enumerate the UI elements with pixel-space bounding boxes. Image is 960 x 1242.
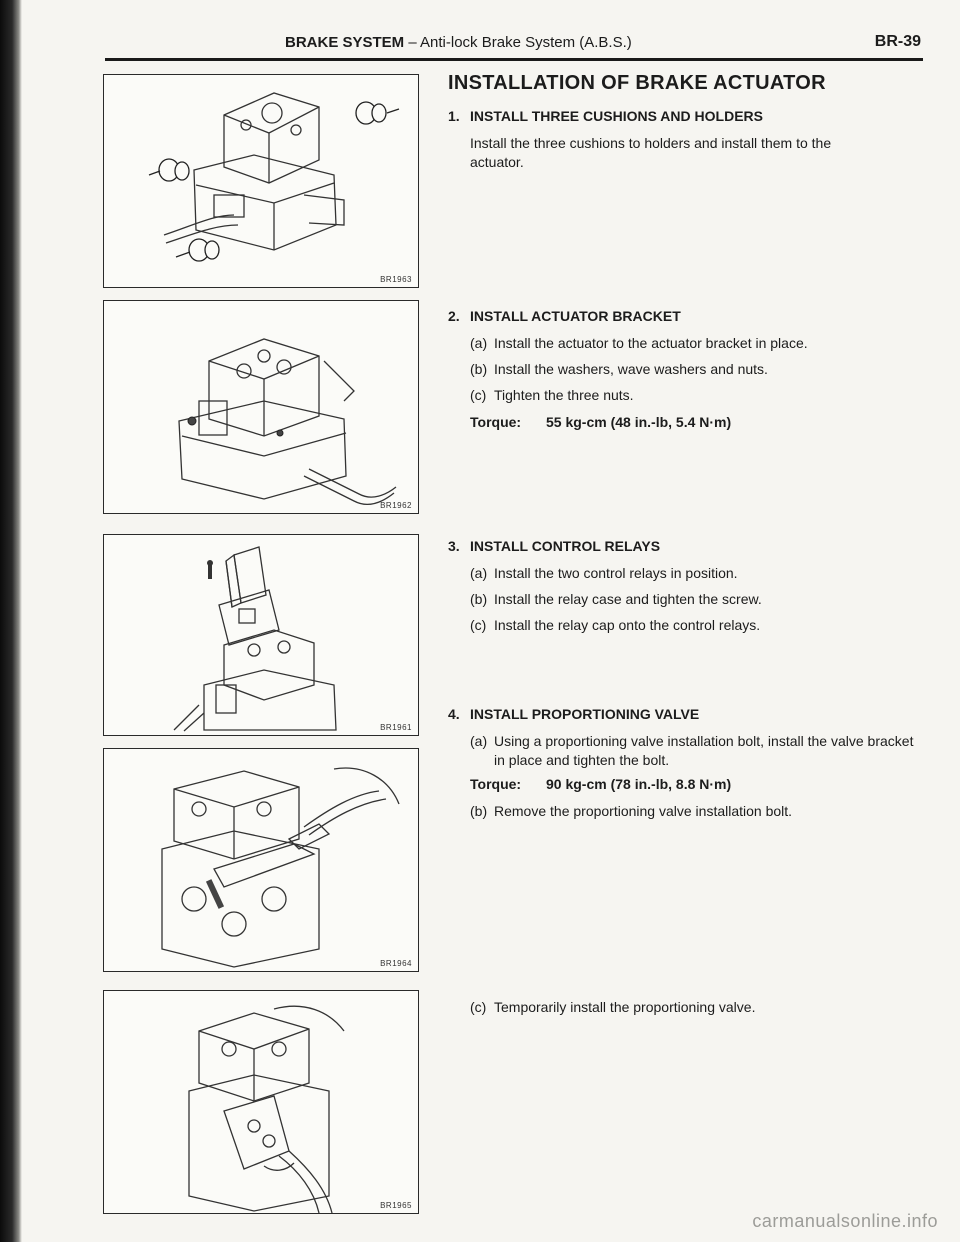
step-number: 1. xyxy=(448,108,460,124)
step-2-torque xyxy=(470,414,731,430)
figure-code: BR1961 xyxy=(380,723,412,732)
figure-actuator-bracket xyxy=(103,300,419,514)
sub-text: Remove the proportioning valve installation bolt. xyxy=(494,803,793,819)
page-number: BR-39 xyxy=(874,33,921,50)
page-title: INSTALLATION OF BRAKE ACTUATOR xyxy=(448,72,826,94)
sub-text: Install the actuator to the actuator bracket in place. xyxy=(494,335,808,351)
step-1-body-line-2: actuator. xyxy=(470,154,524,170)
sub-text: Install the relay case and tighten the screw. xyxy=(494,591,762,607)
step-3-sub-b xyxy=(470,590,930,609)
step-3-sub-c xyxy=(470,616,930,635)
sub-label: (a) xyxy=(470,565,488,581)
sub-label: (a) xyxy=(470,335,488,351)
watermark: carmanualsonline.info xyxy=(752,1211,938,1231)
figure-code: BR1965 xyxy=(380,1201,412,1210)
book-binding-edge xyxy=(0,0,22,1242)
step-number: 4. xyxy=(448,706,460,722)
figure-cushions-holders xyxy=(103,74,419,288)
sub-text: Install the two control relays in position. xyxy=(494,565,738,581)
sub-label: (b) xyxy=(470,361,488,377)
figure-code: BR1963 xyxy=(380,275,412,284)
temporary-valve-install-illustration xyxy=(104,991,418,1213)
step-4-heading xyxy=(448,706,699,722)
figure-code: BR1964 xyxy=(380,959,412,968)
control-relays-illustration xyxy=(104,535,418,735)
header-system-title xyxy=(285,34,632,51)
proportioning-valve-bracket-illustration xyxy=(104,749,418,971)
sub-text: Temporarily install the proportioning valve. xyxy=(494,999,756,1015)
torque-label: Torque: xyxy=(470,776,522,792)
sub-label: (a) xyxy=(470,733,488,749)
step-heading-text: INSTALL THREE CUSHIONS AND HOLDERS xyxy=(470,108,763,124)
step-2-sub-a xyxy=(470,334,930,353)
sub-label: (c) xyxy=(470,999,487,1015)
page-header xyxy=(105,28,923,61)
figure-proportioning-valve-temp xyxy=(103,990,419,1214)
sub-text: Tighten the three nuts. xyxy=(494,387,634,403)
sub-label: (b) xyxy=(470,591,488,607)
sub-text: Install the relay cap onto the control relays. xyxy=(494,617,761,633)
actuator-bracket-illustration xyxy=(104,301,418,513)
torque-value: 55 kg-cm (48 in.-lb, 5.4 N·m) xyxy=(546,414,732,430)
step-heading-text: INSTALL ACTUATOR BRACKET xyxy=(470,308,681,324)
figure-control-relays xyxy=(103,534,419,736)
sub-label: (c) xyxy=(470,617,487,633)
step-heading-text: INSTALL PROPORTIONING VALVE xyxy=(470,706,700,722)
step-4-sub-c xyxy=(470,998,930,1017)
figure-proportioning-valve xyxy=(103,748,419,972)
step-4-sub-b xyxy=(470,802,930,821)
step-2-sub-b xyxy=(470,360,930,379)
sub-text: Using a proportioning valve installation bolt, install the valve bracket in place and tighten the bolt. xyxy=(494,733,914,768)
sub-label: (c) xyxy=(470,387,487,403)
step-1-body xyxy=(470,134,930,172)
header-system-rest: – Anti-lock Brake System (A.B.S.) xyxy=(404,34,632,51)
step-number: 2. xyxy=(448,308,460,324)
step-1-heading xyxy=(448,108,763,124)
torque-label: Torque: xyxy=(470,414,522,430)
step-4-torque xyxy=(470,776,731,792)
figure-code: BR1962 xyxy=(380,501,412,510)
step-number: 3. xyxy=(448,538,460,554)
step-1-body-line-1: Install the three cushions to holders and install them to the xyxy=(470,135,832,151)
sub-label: (b) xyxy=(470,803,488,819)
step-4-sub-a xyxy=(470,732,930,770)
header-system-bold: BRAKE SYSTEM xyxy=(285,34,405,51)
step-3-sub-a xyxy=(470,564,930,583)
step-heading-text: INSTALL CONTROL RELAYS xyxy=(470,538,661,554)
step-2-sub-c xyxy=(470,386,930,405)
sub-text: Install the washers, wave washers and nuts. xyxy=(494,361,768,377)
step-2-heading xyxy=(448,308,681,324)
step-3-heading xyxy=(448,538,660,554)
actuator-cushions-illustration xyxy=(104,75,418,287)
torque-value: 90 kg-cm (78 in.-lb, 8.8 N·m) xyxy=(546,776,732,792)
